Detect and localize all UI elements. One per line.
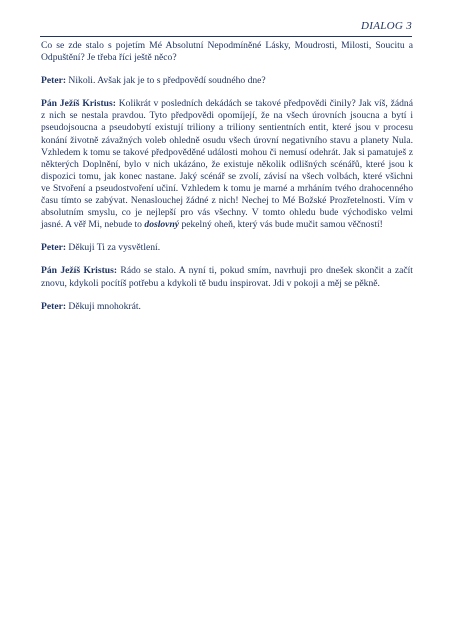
speaker-label: Pán Ježíš Kristus:: [41, 98, 116, 110]
paragraph-text: Kolikrát v posledních dekádách se takové předpovědi činily? Jak víš, žádná z nich se nestala pravdou. Tyto předpovědi opomíjejí, že na všech úrovních jsoucna a bytí i pseudojsoucna a pseudobytí existují triliony a triliony sentientních entit, které jsou v procesu konání životně závažných voleb ohledně osudu všech úrovní negativního stavu a planety Nula. Vzhledem k tomu se takové předpověděné události mohou či nemusí odehrát. Jak si pamatuješ z některých Doplnění, bylo v nich ukázáno, že existuje několik odlišných scénářů, které jsou k dispozici tomu, jak konec nastane. Jaký scénář se zvolí, závisí na všech volbách, které všichni ve Stvoření a pseudostvoření učiní. Vzhledem k tomu je marné a mrháním tvého drahocenného času tímto se zabývat. Nenaslouchej žádné z nich! Nechej to Mé Božské Prozřetelnosti. Vím v absolutním smyslu, co je nejlepší pro vás všechny. V tomto ohledu bude východisko velmi jasné. A věř Mi, nebude to: [41, 98, 413, 231]
paragraph-text: Rádo se stalo. A nyní ti, pokud smím, navrhuji pro dnešek skončit a začít znovu, kdykoli pocítíš potřebu a kdykoli tě budu inspirovat. Jdi v pokoji a měj se pěkně.: [41, 265, 413, 289]
dialogue-paragraph-jesus: [41, 98, 413, 231]
speaker-label: Peter:: [41, 300, 67, 312]
paragraph-text-continued: pekelný oheň, který vás bude mučit samou věčností!: [179, 219, 383, 231]
dialogue-body: [41, 40, 413, 324]
paragraph-text: Děkuji Ti za vysvětlení.: [66, 242, 161, 254]
dialogue-paragraph-jesus: [41, 265, 413, 289]
running-header: DIALOG 3: [361, 20, 412, 32]
emphasized-word: doslovný: [144, 219, 180, 231]
speaker-label: Peter:: [41, 75, 67, 87]
paragraph-text: Děkuji mnohokrát.: [66, 300, 141, 312]
dialogue-paragraph-peter: [41, 301, 413, 313]
header-rule: [40, 36, 412, 37]
paragraph-text: Co se zde stalo s pojetím Mé Absolutní Nepodmíněné Lásky, Moudrosti, Milosti, Soucitu a Odpuštění? Je třeba říci ještě něco?: [41, 40, 413, 64]
paragraph-text: Nikoli. Avšak jak je to s předpovědí soudného dne?: [66, 75, 266, 87]
dialogue-paragraph-peter: [41, 75, 413, 87]
speaker-label: Peter:: [41, 242, 67, 254]
dialogue-paragraph-peter: [41, 242, 413, 254]
dialogue-paragraph-question: [41, 40, 413, 64]
speaker-label: Pán Ježíš Kristus:: [41, 265, 118, 277]
